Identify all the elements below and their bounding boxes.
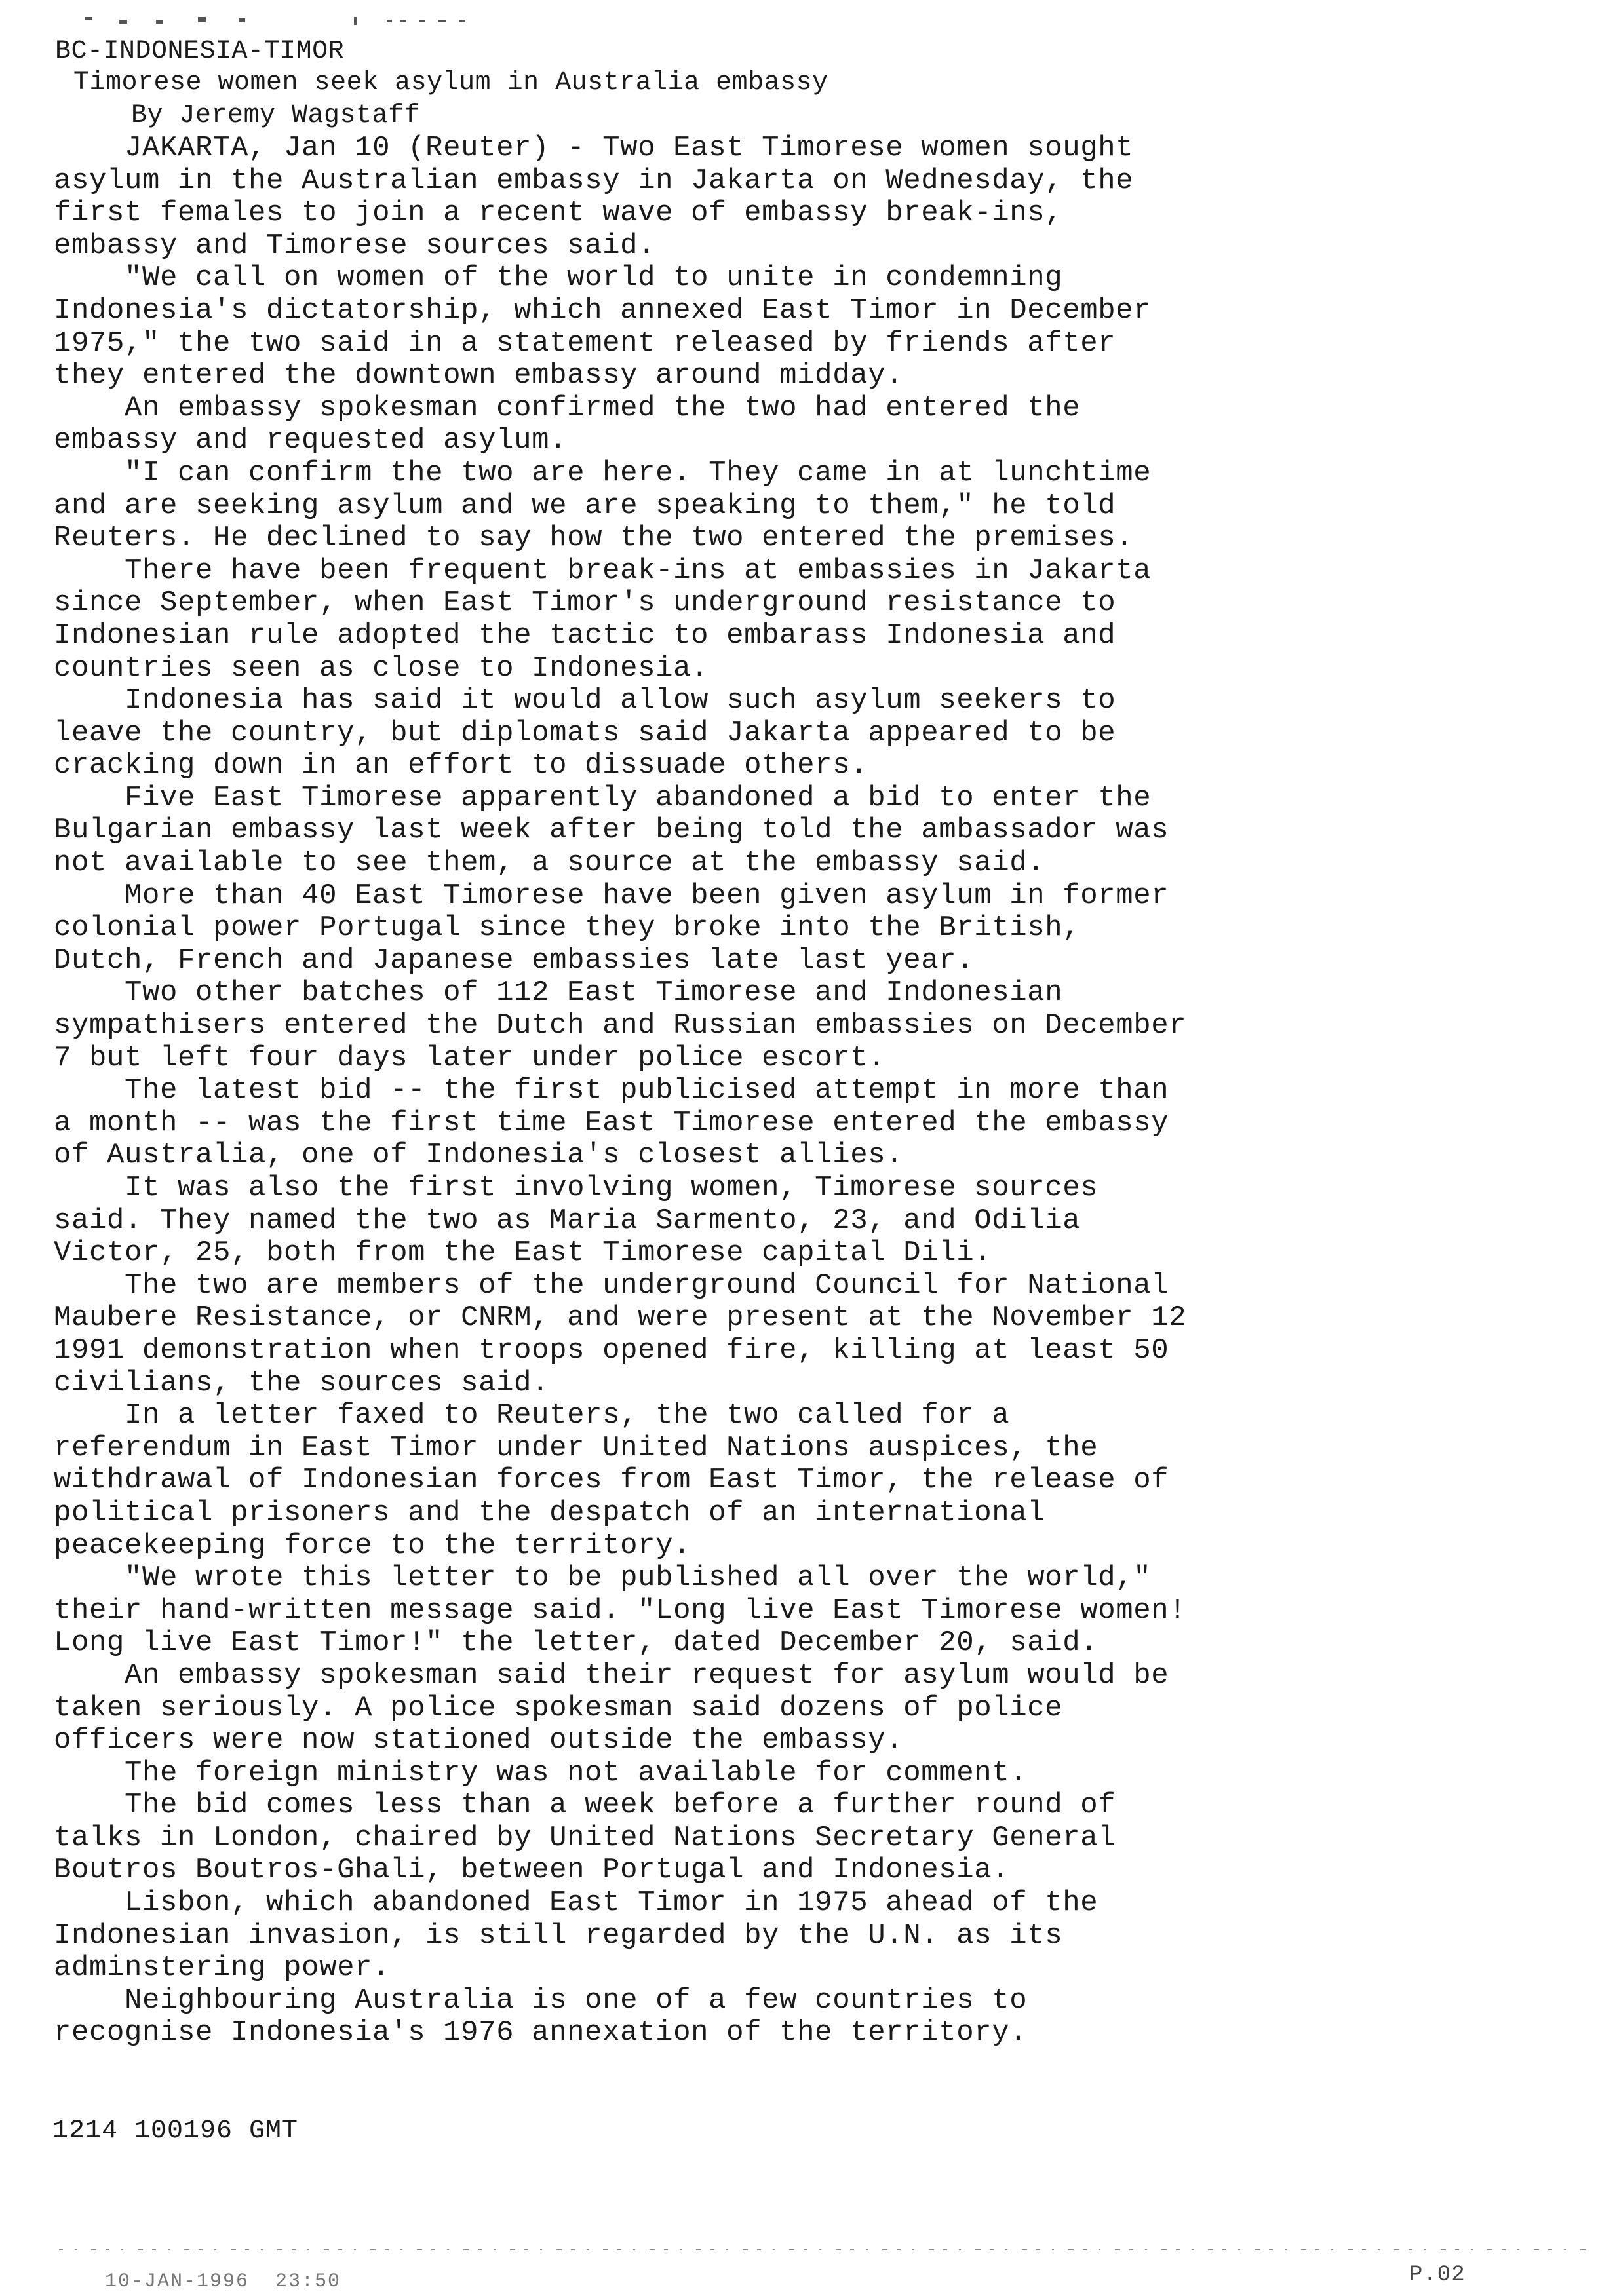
body-line: asylum in the Australian embassy in Jakarta on Wednesday, the	[54, 164, 1134, 197]
body-line: Reuters. He declined to say how the two entered the premises.	[54, 522, 1134, 555]
body-line: There have been frequent break-ins at embassies in Jakarta	[54, 554, 1152, 587]
body-line: adminstering power.	[54, 1951, 391, 1985]
body-line: Lisbon, which abandoned East Timor in 1975 ahead of the	[54, 1886, 1099, 1920]
body-line: Indonesia has said it would allow such asylum seekers to	[54, 684, 1116, 718]
body-line: cracking down in an effort to dissuade others.	[54, 749, 868, 782]
body-line: JAKARTA, Jan 10 (Reuter) - Two East Timorese women sought	[54, 132, 1134, 164]
body-line: The two are members of the underground Council for National	[54, 1269, 1169, 1302]
body-line: Bulgarian embassy last week after being told the ambassador was	[54, 814, 1169, 847]
body-line: they entered the downtown embassy around midday.	[54, 359, 904, 392]
body-line: officers were now stationed outside the embassy.	[54, 1724, 904, 1757]
body-line: countries seen as close to Indonesia.	[54, 651, 709, 685]
body-line: In a letter faxed to Reuters, the two called for a	[54, 1399, 1010, 1432]
body-line: and are seeking asylum and we are speaking to them," he told	[54, 489, 1116, 522]
body-line: An embassy spokesman confirmed the two had entered the	[54, 391, 1081, 425]
body-line: Two other batches of 112 East Timorese and Indonesian	[54, 976, 1063, 1010]
body-line: Indonesia's dictatorship, which annexed East Timor in December	[54, 294, 1152, 327]
fax-header-noise	[79, 8, 708, 30]
body-line: talks in London, chaired by United Nations Secretary General	[54, 1821, 1116, 1854]
body-line: Boutros Boutros-Ghali, between Portugal and Indonesia.	[54, 1854, 1010, 1887]
story-slug: BC-INDONESIA-TIMOR	[55, 37, 345, 66]
body-line: leave the country, but diplomats said Jakarta appeared to be	[54, 716, 1116, 750]
body-line: "I can confirm the two are here. They came in at lunchtime	[54, 456, 1152, 489]
body-line: since September, when East Timor's underground resistance to	[54, 586, 1116, 620]
body-line: recognise Indonesia's 1976 annexation of the territory.	[54, 2016, 1028, 2050]
story-headline: Timorese women seek asylum in Australia embassy	[73, 68, 828, 98]
story-body	[54, 132, 1365, 2050]
body-line: "We wrote this letter to be published all over the world,"	[54, 1561, 1152, 1595]
story-dateline: 1214 100196 GMT	[52, 2116, 299, 2146]
body-line: embassy and Timorese sources said.	[54, 229, 656, 262]
body-line: of Australia, one of Indonesia's closest allies.	[54, 1139, 904, 1172]
body-line: It was also the first involving women, Timorese sources	[54, 1172, 1099, 1204]
body-line: The latest bid -- the first publicised attempt in more than	[54, 1074, 1169, 1107]
body-line: Victor, 25, both from the East Timorese capital Dili.	[54, 1236, 992, 1270]
body-line: political prisoners and the despatch of an international	[54, 1496, 1045, 1529]
body-line: peacekeeping force to the territory.	[54, 1529, 691, 1562]
fax-timestamp: 10-JAN-1996 23:50	[105, 2270, 341, 2293]
body-line: embassy and requested asylum.	[54, 424, 568, 457]
body-line: More than 40 East Timorese have been given asylum in former	[54, 879, 1169, 912]
body-line: Five East Timorese apparently abandoned a bid to enter the	[54, 781, 1152, 814]
body-line: The foreign ministry was not available for comment.	[54, 1756, 1028, 1789]
fax-page-number: P.02	[1409, 2263, 1466, 2287]
story-byline: By Jeremy Wagstaff	[131, 101, 421, 130]
body-line: Indonesian invasion, is still regarded by the U.N. as its	[54, 1919, 1063, 1952]
body-line: withdrawal of Indonesian forces from East Timor, the release of	[54, 1464, 1169, 1497]
body-line: said. They named the two as Maria Sarmento, 23, and Odilia	[54, 1204, 1081, 1237]
body-line: sympathisers entered the Dutch and Russian embassies on December	[54, 1009, 1187, 1043]
body-line: "We call on women of the world to unite in condemning	[54, 261, 1063, 295]
body-line: not available to see them, a source at the embassy said.	[54, 847, 1045, 880]
body-line: referendum in East Timor under United Nations auspices, the	[54, 1431, 1099, 1464]
body-line: civilians, the sources said.	[54, 1366, 550, 1400]
fax-footer-noise	[59, 2246, 1593, 2253]
body-line: Maubere Resistance, or CNRM, and were present at the November 12	[54, 1301, 1187, 1335]
body-line: Indonesian rule adopted the tactic to embarass Indonesia and	[54, 619, 1116, 652]
body-line: Neighbouring Australia is one of a few countries to	[54, 1983, 1028, 2017]
body-line: Dutch, French and Japanese embassies late last year.	[54, 944, 975, 977]
body-line: colonial power Portugal since they broke into the British,	[54, 911, 1081, 945]
body-line: The bid comes less than a week before a further round of	[54, 1789, 1116, 1822]
body-line: 7 but left four days later under police escort.	[54, 1041, 886, 1075]
body-line: their hand-written message said. "Long live East Timorese women!	[54, 1594, 1187, 1627]
body-line: 1991 demonstration when troops opened fire, killing at least 50	[54, 1333, 1169, 1367]
body-line: a month -- was the first time East Timorese entered the embassy	[54, 1106, 1169, 1139]
body-line: Long live East Timor!" the letter, dated December 20, said.	[54, 1626, 1099, 1660]
body-line: 1975," the two said in a statement released by friends after	[54, 326, 1116, 360]
body-line: taken seriously. A police spokesman said dozens of police	[54, 1691, 1063, 1725]
body-line: An embassy spokesman said their request for asylum would be	[54, 1658, 1169, 1692]
body-line: first females to join a recent wave of embassy break-ins,	[54, 197, 1063, 230]
